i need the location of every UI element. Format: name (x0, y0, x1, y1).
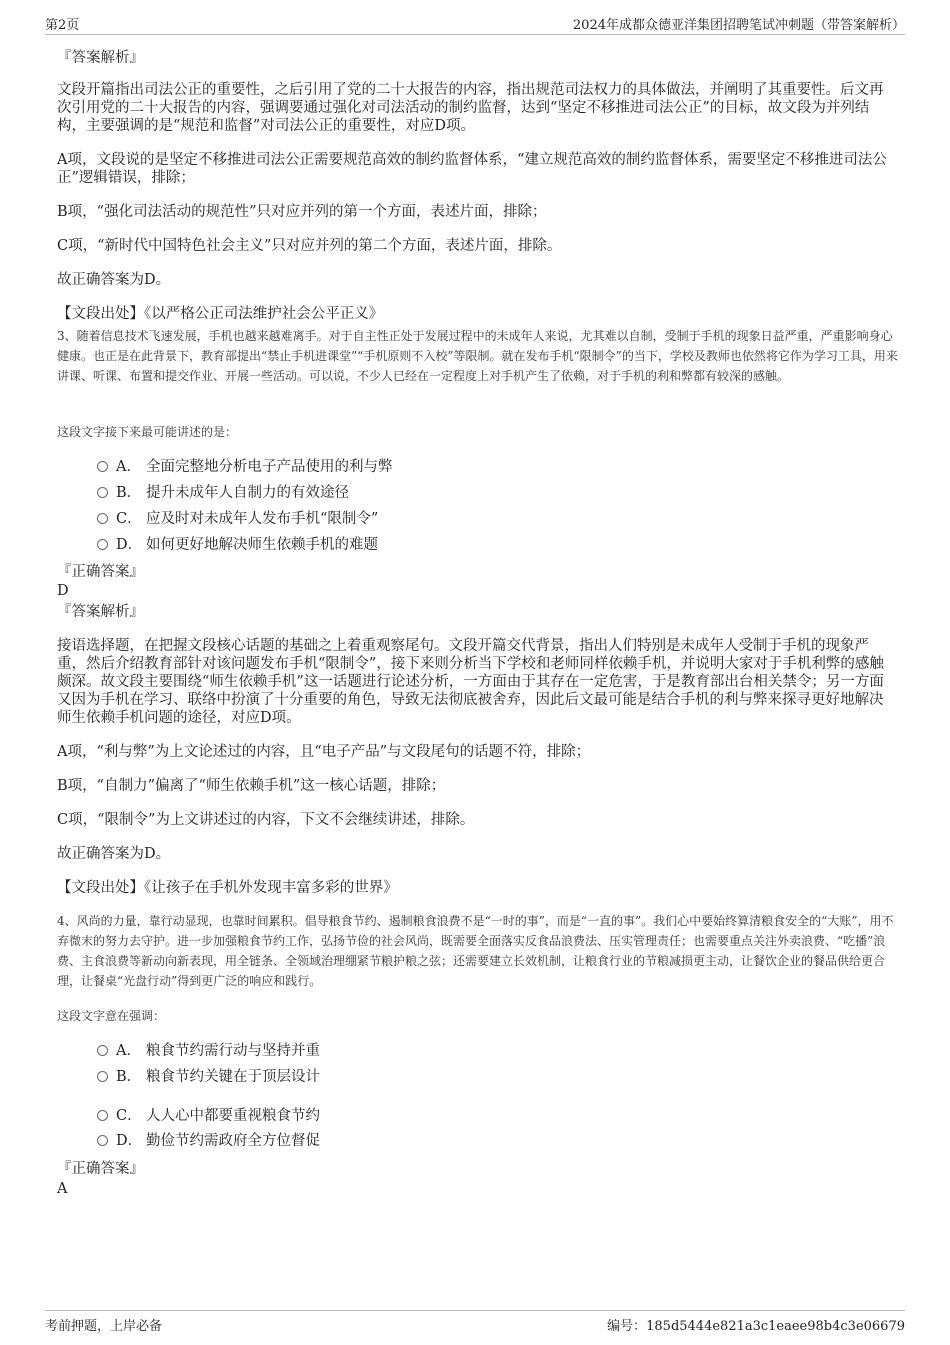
q2-source: 【文段出处】《以严格公正司法维护社会公平正义》 (57, 306, 384, 322)
q3-analysis: 接语选择题，在把握文段核心话题的基础之上着重观察尾句。文段开篇交代背景，指出人们特别是未成年人受制于手机的现象严重，然后介绍教育部针对该问题发布手机“限制令”，接下来则分析当下学校和老师同样依赖手机，并说明大家对于手机利弊的感触颇深。故文段主要围绕“师生依赖手机”这一话题进行论述分析，一方面由于其存在一定危害，于是教育部出台相关禁令；另一方面又因为手机在学习、联络中扮演了十分重要的角色，导致无法彻底被舍弃，因此后文最可能是结合手机的利与弊来探寻更好地解决师生依赖手机问题的途径，对应D项。 (57, 638, 884, 726)
q3-answer-label: 『正确答案』 (57, 564, 144, 580)
q2-analysis-label: 『答案解析』 (57, 50, 144, 66)
q4-option-a[interactable]: A． 粮食节约需行动与坚持并重 (97, 1041, 320, 1061)
document-id: 编号：185d5444e821a3c1eaee98b4c3e06679 (607, 1319, 905, 1334)
q3-option-b-note: B项，“自制力”偏离了“师生依赖手机”这一核心话题，排除； (57, 778, 446, 794)
page-number: 第2页 (45, 18, 80, 33)
q3-question: 这段文字接下来最可能讲述的是： (57, 425, 238, 439)
q3-option-a[interactable]: A． 全面完整地分析电子产品使用的利与弊 (97, 457, 393, 477)
page-header (45, 12, 905, 35)
q4-option-d[interactable]: D． 勤俭节约需政府全方位督促 (97, 1131, 320, 1151)
page-footer (45, 1310, 905, 1335)
radio-icon[interactable] (97, 1135, 108, 1146)
q2-option-c-note: C项，“新时代中国特色社会主义”只对应并列的第二个方面，表述片面，排除。 (57, 238, 562, 254)
q4-stem: 4、风尚的力量，靠行动显现，也靠时间累积。倡导粮食节约、遏制粮食浪费不是“一时的事”，而是“一直的事”。我们心中要始终算清粮食安全的“大账”，用不弃微末的努力去守护。进一步加强粮食节约工作，弘扬节俭的社会风尚，既需要全面落实反食品浪费法、压实管理责任；也需要重点关注外卖浪费、“吃播”浪费、主食浪费等新动向新表现，用全链条、全领域治理绷紧节粮护粮之弦；还需要建立长效机制，让粮食行业的节粮减损更主动，让餐饮企业的餐品供给更合理，让餐桌“光盘行动”得到更广泛的响应和践行。 (57, 914, 894, 988)
q4-answer: A (57, 1181, 68, 1197)
q4-option-b[interactable]: B． 粮食节约关键在于顶层设计 (97, 1067, 320, 1087)
q3-option-a-note: A项，“利与弊”为上文论述过的内容，且“电子产品”与文段尾句的话题不符，排除； (57, 744, 591, 760)
q3-stem: 3、随着信息技术飞速发展，手机也越来越难离手。对于自主性正处于发展过程中的未成年人来说，尤其难以自制，受制于手机的现象日益严重，严重影响身心健康。也正是在此背景下，教育部提出“禁止手机进课堂”“手机原则不入校”等限制。就在发布手机“限制令”的当下，学校及教师也依然将它作为学习工具，用来讲课、听课、布置和提交作业、开展一些活动。可以说，不少人已经在一定程度上对手机产生了依赖，对于手机的利和弊都有较深的感触。 (57, 329, 898, 383)
q3-answer: D (57, 583, 69, 599)
q3-analysis-label: 『答案解析』 (57, 604, 144, 620)
q2-analysis: 文段开篇指出司法公正的重要性，之后引用了党的二十大报告的内容，指出规范司法权力的具体做法，并阐明了其重要性。后文再次引用党的二十大报告的内容，强调要通过强化对司法活动的制约监督，达到“坚定不移推进司法公正”的目标，故文段为并列结构，主要强调的是“规范和监督”对司法公正的重要性，对应D项。 (57, 82, 884, 134)
footer-slogan: 考前押题，上岸必备 (45, 1319, 163, 1334)
radio-icon[interactable] (97, 1110, 108, 1121)
radio-icon[interactable] (97, 1045, 108, 1056)
q4-question: 这段文字意在强调： (57, 1009, 166, 1023)
radio-icon[interactable] (97, 1071, 108, 1082)
radio-icon[interactable] (97, 539, 108, 550)
q3-source: 【文段出处】《让孩子在手机外发现丰富多彩的世界》 (57, 880, 398, 896)
q2-option-b-note: B项，“强化司法活动的规范性”只对应并列的第一个方面，表述片面，排除； (57, 204, 547, 220)
q2-conclusion: 故正确答案为D。 (57, 272, 171, 288)
q3-option-c[interactable]: C． 应及时对未成年人发布手机“限制令” (97, 509, 378, 529)
q3-option-b[interactable]: B． 提升未成年人自制力的有效途径 (97, 483, 349, 503)
radio-icon[interactable] (97, 487, 108, 498)
q3-conclusion: 故正确答案为D。 (57, 846, 171, 862)
document-title: 2024年成都众德亚洋集团招聘笔试冲刺题（带答案解析） (572, 18, 905, 33)
q3-option-d[interactable]: D． 如何更好地解决师生依赖手机的难题 (97, 535, 378, 555)
q4-answer-label: 『正确答案』 (57, 1161, 144, 1177)
radio-icon[interactable] (97, 513, 108, 524)
q4-option-c[interactable]: C． 人人心中都要重视粮食节约 (97, 1106, 320, 1126)
q2-option-a-note: A项，文段说的是坚定不移推进司法公正需要规范高效的制约监督体系，“建立规范高效的制约监督体系，需要坚定不移推进司法公正”逻辑错误，排除； (57, 152, 887, 186)
radio-icon[interactable] (97, 461, 108, 472)
q3-option-c-note: C项，“限制令”为上文讲述过的内容，下文不会继续讲述，排除。 (57, 812, 475, 828)
